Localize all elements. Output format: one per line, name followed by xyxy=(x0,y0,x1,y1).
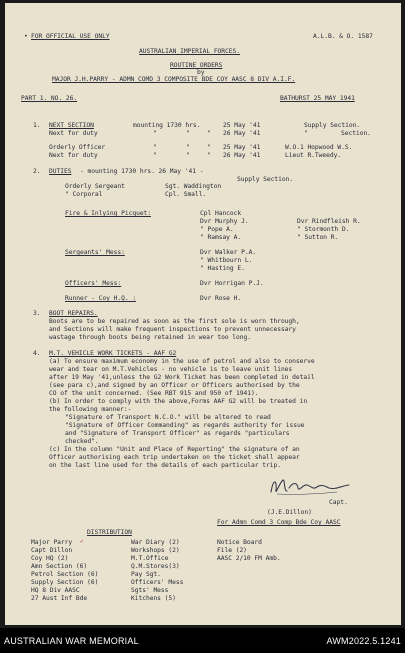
archive-footer xyxy=(0,628,405,653)
mt-tickets-line: and "Signature of Transport Officer" as regards "particulars xyxy=(65,430,290,437)
mt-tickets-line: (c) In the column "Unit and Place of Reporting" the signature of an xyxy=(49,446,300,453)
ditto-mark: " xyxy=(153,130,157,137)
officers-mess-label: Officers' Mess: xyxy=(65,280,122,287)
picquet-member: " Ramsay A. xyxy=(200,234,242,241)
mess-member: Dvr Walker P.A. xyxy=(200,249,257,256)
orderly-corporal-name: Cpl. Small. xyxy=(165,191,207,198)
duty-date: 25 May '41 xyxy=(223,122,261,129)
punch-mark: • xyxy=(24,33,28,40)
ditto-mark: " xyxy=(186,130,190,137)
picquet-member: " Stormonth D. xyxy=(297,226,350,233)
distribution-item: Notice Board xyxy=(217,539,262,546)
section-3-number: 3. xyxy=(33,310,41,317)
ditto-mark: " xyxy=(153,144,157,151)
distribution-item: Amn Section (6) xyxy=(31,563,88,570)
distribution-item: AASC 2/10 FM Amb. xyxy=(217,555,281,562)
ditto-mark: " xyxy=(207,152,211,159)
ditto-mark: " xyxy=(207,144,211,151)
classification: FOR OFFICIAL USE ONLY xyxy=(31,33,110,40)
distribution-heading: DISTRIBUTION xyxy=(87,529,132,536)
by-text: by xyxy=(197,69,205,76)
signature-name: (J.E.Dillon) xyxy=(267,509,312,516)
ditto-mark: " xyxy=(186,144,190,151)
ditto-mark: " xyxy=(304,130,308,137)
mounting-time: mounting 1730 hrs. xyxy=(133,122,201,129)
org-title: AUSTRALIAN IMPERIAL FORCES. xyxy=(139,48,241,55)
distribution-item: Workshops (2) xyxy=(131,547,180,554)
runner-label: Runner - Coy H.Q. : xyxy=(65,295,137,302)
picquet-member: Dvr Murphy J. xyxy=(200,218,249,225)
mt-tickets-line: Officer authorising each trip undertaken on the ticket shall appear xyxy=(49,454,300,461)
signature-for-line: For Admn Comd 3 Comp Bde Coy AASC xyxy=(217,519,341,526)
orderly-sergeant-name: Sgt. Waddington xyxy=(165,183,222,190)
mt-tickets-line: the following manner:- xyxy=(49,406,132,413)
duty-date: 26 May '41 xyxy=(223,152,261,159)
duties-mounting: - mounting 1730 hrs. 26 May '41 - xyxy=(80,168,204,175)
boot-repairs-line: Boots are to be repaired as soon as the first sole is worn through, xyxy=(49,318,300,325)
archive-name: AUSTRALIAN WAR MEMORIAL xyxy=(4,636,139,646)
duties-heading: DUTIES xyxy=(49,168,72,175)
distribution-item: Sgts' Mess xyxy=(131,587,169,594)
next-duty-label: Next for duty xyxy=(49,130,98,137)
next-section-label: NEXT SECTION xyxy=(49,122,94,129)
distribution-item: Coy HQ (2) xyxy=(31,555,69,562)
boot-repairs-heading: BOOT REPAIRS. xyxy=(49,310,98,317)
tick-mark: ✓ xyxy=(80,538,84,545)
document-title: ROUTINE ORDERS xyxy=(170,62,223,69)
picquet-member: " Sutton R. xyxy=(297,234,339,241)
picquet-label: Fire & Inlying Picquet: xyxy=(65,210,152,217)
distribution-item: Q.M.Stores(3) xyxy=(131,563,180,570)
ditto-mark: " xyxy=(207,130,211,137)
part-number: PART 1. NO. 26. xyxy=(21,95,78,102)
boot-repairs-line: wastage through boots being retained in wear too long. xyxy=(49,334,252,341)
mt-tickets-line: on the last line used for the details of each particular trip. xyxy=(49,462,281,469)
form-number: A.L.B. & O. 1587 xyxy=(313,33,373,40)
distribution-item: Kitchens (5) xyxy=(131,595,176,602)
mt-tickets-line: checked". xyxy=(65,438,99,445)
distribution-item: Major Parry xyxy=(31,539,73,546)
handwritten-signature xyxy=(267,476,353,498)
duty-date: 26 May '41 xyxy=(223,130,261,137)
section-2-number: 2. xyxy=(33,168,41,175)
distribution-item: HQ 8 Div AASC xyxy=(31,587,80,594)
ditto-mark: " xyxy=(153,152,157,159)
orderly-sergeant-label: Orderly Sergeant xyxy=(65,183,125,190)
orderly-corporal-label: " Corporal xyxy=(65,191,103,198)
distribution-item: Petrol Section (6) xyxy=(31,571,99,578)
mt-tickets-line: CO of the unit concerned. (See RBT 915 and 950 of 1941). xyxy=(49,390,259,397)
orderly-officer-label: Orderly Officer xyxy=(49,144,106,151)
section-4-number: 4. xyxy=(33,350,41,357)
orderly-officer-name: W.O.1 Hopwood W.S. xyxy=(285,144,353,151)
distribution-item: Pay Sgt. xyxy=(131,571,161,578)
mt-tickets-line: (see para c),and signed by an Officer or Officers authorised by the xyxy=(49,382,300,389)
mt-tickets-heading: M.T. VEHICLE WORK TICKETS - AAF G2 xyxy=(49,350,177,357)
duties-section: Supply Section. xyxy=(237,176,294,183)
archive-reference: AWM2022.5.1241 xyxy=(326,636,401,646)
duty-section: Section. xyxy=(341,130,371,137)
picquet-member: Dvr Rindfleish R. xyxy=(297,218,361,225)
mess-member: " Hasting E. xyxy=(200,265,245,272)
distribution-item: Capt Dillon xyxy=(31,547,73,554)
next-duty-label: Next for duty xyxy=(49,152,98,159)
duty-date: 25 May '41 xyxy=(223,144,261,151)
picquet-member: Cpl Hancock xyxy=(200,210,242,217)
document-page xyxy=(5,3,401,625)
mess-member: Dvr Horrigan P.J. xyxy=(200,280,264,287)
mt-tickets-line: after 19 May '41,unless the G2 Work Ticket has been completed in detail xyxy=(49,374,315,381)
ditto-mark: " xyxy=(186,152,190,159)
distribution-item: M.T.Office xyxy=(131,555,169,562)
place-date: BATHURST 25 MAY 1941 xyxy=(280,95,355,102)
mt-tickets-line: "Signature of Transport N.C.O." will be altered to read xyxy=(65,414,271,421)
mt-tickets-line: "Signature of Officer Commanding" as regards authority for issue xyxy=(65,422,305,429)
mt-tickets-line: (b) In order to comply with the above,Forms AAF G2 will be treated in xyxy=(49,398,308,405)
distribution-item: File (2) xyxy=(217,547,247,554)
picquet-member: " Pope A. xyxy=(200,226,234,233)
issuing-officer: MAJOR J.H.PARRY - ADMN COMD 3 COMPOSITE BDE COY AASC 8 DIV A.I.F. xyxy=(52,76,296,83)
section-1-number: 1. xyxy=(33,122,41,129)
distribution-item: Officers' Mess xyxy=(131,579,184,586)
next-duty-name: Lieut R.Tweedy. xyxy=(285,152,342,159)
mt-tickets-line: wear and tear on M.T.Vehicles - no vehicle is to leave unit lines xyxy=(49,366,293,373)
runner-name: Dvr Rose H. xyxy=(200,295,242,302)
distribution-item: Supply Section (6) xyxy=(31,579,99,586)
mt-tickets-line: (a) To ensure maximum economy in the use of petrol and also to conserve xyxy=(49,358,315,365)
mess-member: " Whitbourn L. xyxy=(200,257,253,264)
distribution-item: 27 Aust Inf Bde xyxy=(31,595,88,602)
duty-section: Supply Section. xyxy=(304,122,361,129)
signature-rank: Capt. xyxy=(329,499,348,506)
distribution-item: War Diary (2) xyxy=(131,539,180,546)
sergeants-mess-label: Sergeants' Mess: xyxy=(65,249,125,256)
boot-repairs-line: and Sections will make frequent inspections to prevent unnecessary xyxy=(49,326,296,333)
